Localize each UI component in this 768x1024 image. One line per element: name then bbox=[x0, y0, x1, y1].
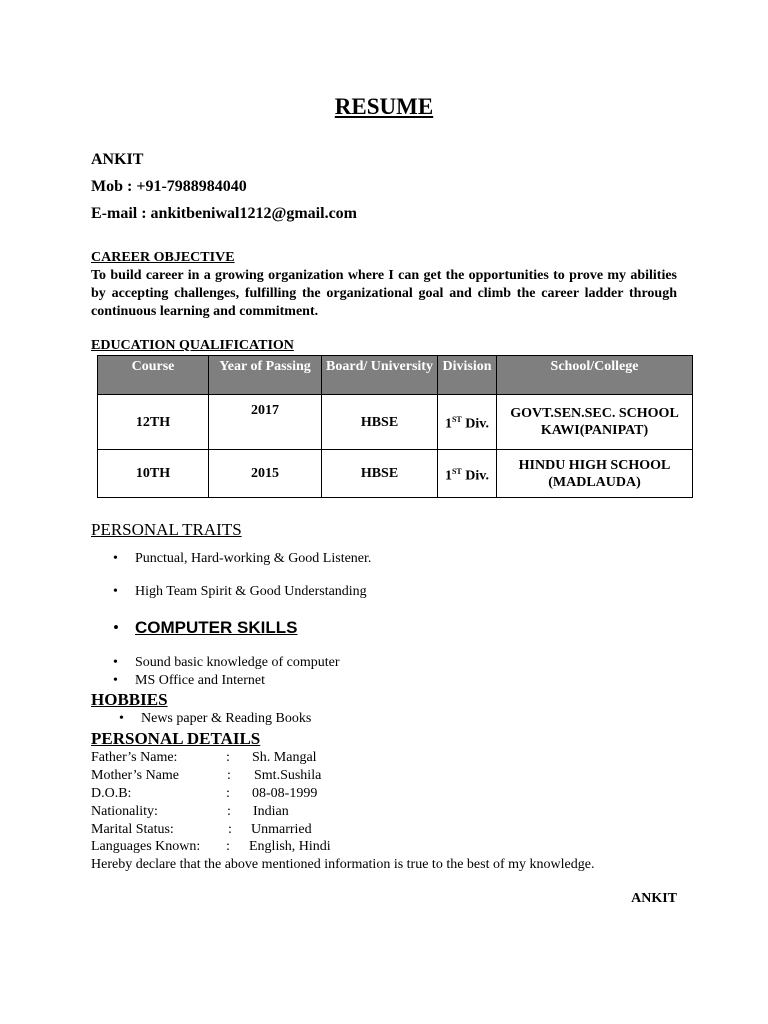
list-item bbox=[113, 673, 613, 691]
detail-separator: : bbox=[227, 768, 231, 783]
bullet-icon: • bbox=[119, 711, 124, 726]
division-number: 1 bbox=[444, 468, 452, 484]
detail-separator: : bbox=[227, 804, 231, 819]
education-heading: EDUCATION QUALIFICATION bbox=[91, 338, 294, 353]
bullet-icon: • bbox=[113, 584, 118, 599]
computer-skills-heading-item bbox=[113, 618, 613, 640]
course-cell: 12TH bbox=[98, 395, 209, 450]
board-cell: HBSE bbox=[322, 450, 438, 498]
year-cell: 2015 bbox=[209, 450, 322, 498]
detail-value: Indian bbox=[253, 804, 289, 819]
division-superscript: ST bbox=[451, 415, 462, 425]
detail-label: D.O.B: bbox=[91, 786, 132, 801]
table-row bbox=[98, 450, 693, 498]
skill-text: MS Office and Internet bbox=[135, 673, 265, 688]
candidate-name: ANKIT bbox=[91, 151, 144, 168]
detail-value: Smt.Sushila bbox=[254, 768, 322, 783]
division-suffix: Div. bbox=[461, 468, 490, 484]
career-objective-heading: CAREER OBJECTIVE bbox=[91, 250, 235, 265]
column-header: Course bbox=[98, 356, 209, 395]
career-objective-text: To build career in a growing organization where I can get the opportunities to prove my abilities by accepting challenges, fulfilling the organizational goal and climb the career ladder through continuous learning and commitment. bbox=[91, 268, 677, 319]
table-row bbox=[98, 395, 693, 450]
page-title: RESUME bbox=[334, 94, 434, 119]
detail-value: 08-08-1999 bbox=[252, 786, 318, 801]
school-cell: HINDU HIGH SCHOOL (MADLAUDA) bbox=[497, 450, 693, 498]
detail-label: Nationality: bbox=[91, 804, 158, 819]
mobile-number: Mob : +91-7988984040 bbox=[91, 178, 247, 195]
detail-separator: : bbox=[226, 786, 230, 801]
board-cell: HBSE bbox=[322, 395, 438, 450]
year-cell: 2017 bbox=[209, 395, 322, 450]
education-table bbox=[97, 355, 693, 498]
detail-row bbox=[91, 786, 491, 804]
column-header: Board/ University bbox=[322, 356, 438, 395]
division-cell bbox=[438, 450, 497, 498]
list-item bbox=[113, 551, 613, 569]
trait-text: High Team Spirit & Good Understanding bbox=[135, 584, 367, 599]
detail-row bbox=[91, 750, 491, 768]
list-item bbox=[113, 584, 613, 602]
declaration-text: Hereby declare that the above mentioned information is true to the best of my knowledge. bbox=[91, 857, 595, 872]
detail-row bbox=[91, 839, 491, 857]
detail-label: Marital Status: bbox=[91, 822, 174, 837]
detail-label: Languages Known: bbox=[91, 839, 201, 854]
signature-name: ANKIT bbox=[631, 891, 677, 906]
trait-text: Punctual, Hard-working & Good Listener. bbox=[135, 551, 372, 566]
bullet-icon: • bbox=[113, 655, 118, 670]
detail-value: Unmarried bbox=[251, 822, 312, 837]
detail-row bbox=[91, 804, 491, 822]
column-header: Division bbox=[438, 356, 497, 395]
school-cell: GOVT.SEN.SEC. SCHOOL KAWI(PANIPAT) bbox=[497, 395, 693, 450]
hobby-text: News paper & Reading Books bbox=[141, 711, 312, 726]
bullet-icon: • bbox=[113, 673, 118, 688]
list-item bbox=[113, 655, 613, 673]
detail-row bbox=[91, 768, 491, 786]
personal-details-heading: PERSONAL DETAILS bbox=[91, 729, 261, 748]
division-number: 1 bbox=[444, 416, 452, 432]
column-header: Year of Passing bbox=[209, 356, 322, 395]
course-cell: 10TH bbox=[98, 450, 209, 498]
division-cell bbox=[438, 395, 497, 450]
computer-skills-heading: COMPUTER SKILLS bbox=[135, 618, 298, 637]
bullet-icon: • bbox=[113, 551, 118, 566]
column-header: School/College bbox=[497, 356, 693, 395]
division-superscript: ST bbox=[451, 466, 462, 476]
table-header-row bbox=[98, 356, 693, 395]
division-suffix: Div. bbox=[461, 416, 490, 432]
detail-separator: : bbox=[228, 822, 232, 837]
detail-separator: : bbox=[226, 839, 230, 854]
list-item bbox=[119, 711, 619, 729]
bullet-icon: • bbox=[113, 618, 119, 637]
detail-value: English, Hindi bbox=[249, 839, 331, 854]
detail-separator: : bbox=[226, 750, 230, 765]
detail-row bbox=[91, 822, 491, 840]
skill-text: Sound basic knowledge of computer bbox=[135, 655, 340, 670]
hobbies-heading: HOBBIES bbox=[91, 690, 168, 709]
email-address: E-mail : ankitbeniwal1212@gmail.com bbox=[91, 205, 357, 222]
detail-value: Sh. Mangal bbox=[252, 750, 317, 765]
detail-label: Mother’s Name bbox=[91, 768, 179, 783]
personal-traits-heading: PERSONAL TRAITS bbox=[91, 520, 242, 539]
detail-label: Father’s Name: bbox=[91, 750, 178, 765]
